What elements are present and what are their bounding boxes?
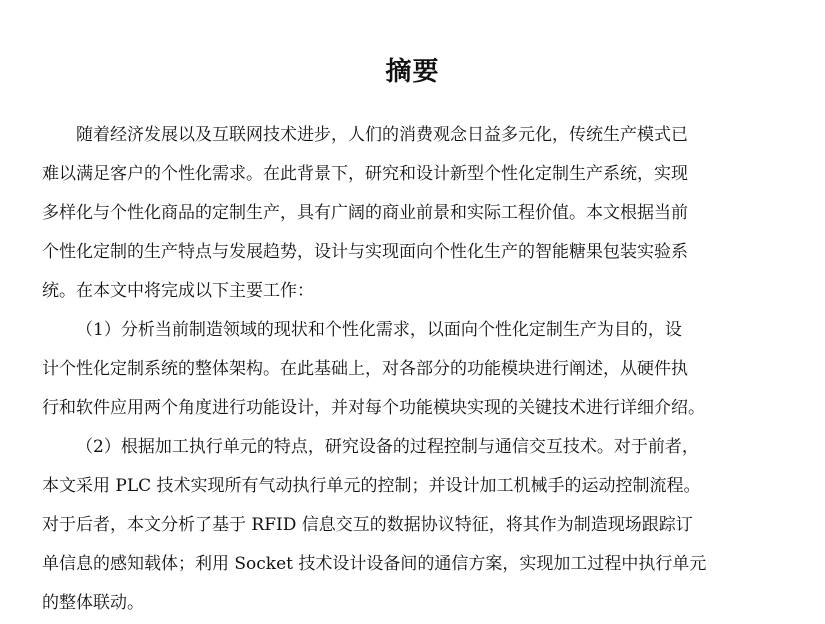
page-title: 摘要 [385, 57, 440, 87]
paragraph-1 [42, 116, 787, 311]
paragraph-line: 本文采用 PLC 技术实现所有气动执行单元的控制；并设计加工机械手的运动控制流程。 [42, 476, 701, 496]
paragraph-line: 随着经济发展以及互联网技术进步，人们的消费观念日益多元化，传统生产模式已 [76, 125, 688, 145]
paragraph-line: 的整体联动。 [42, 593, 144, 613]
paragraph-line: （2）根据加工执行单元的特点，研究设备的过程控制与通信交互技术。对于前者， [76, 437, 699, 457]
paragraph-line: 计个性化定制系统的整体架构。在此基础上，对各部分的功能模块进行阐述，从硬件执 [42, 359, 688, 379]
paragraph-3 [42, 428, 787, 623]
paragraph-line: 难以满足客户的个性化需求。在此背景下，研究和设计新型个性化定制生产系统，实现 [42, 164, 688, 184]
paragraph-line: （1）分析当前制造领域的现状和个性化需求，以面向个性化定制生产为目的，设 [76, 320, 682, 340]
paragraph-line: 多样化与个性化商品的定制生产，具有广阔的商业前景和实际工程价值。本文根据当前 [42, 203, 688, 223]
paragraph-line: 单信息的感知载体；利用 Socket 技术设计设备间的通信方案，实现加工过程中执行单元 [42, 554, 707, 574]
abstract-body [42, 116, 787, 623]
paragraph-2 [42, 311, 787, 428]
paragraph-line: 个性化定制的生产特点与发展趋势，设计与实现面向个性化生产的智能糖果包装实验系 [42, 242, 688, 262]
paragraph-line: 统。在本文中将完成以下主要工作： [42, 281, 314, 301]
paragraph-line: 行和软件应用两个角度进行功能设计，并对每个功能模块实现的关键技术进行详细介绍。 [42, 398, 705, 418]
paragraph-line: 对于后者，本文分析了基于 RFID 信息交互的数据协议特征，将其作为制造现场跟踪订 [42, 515, 693, 535]
